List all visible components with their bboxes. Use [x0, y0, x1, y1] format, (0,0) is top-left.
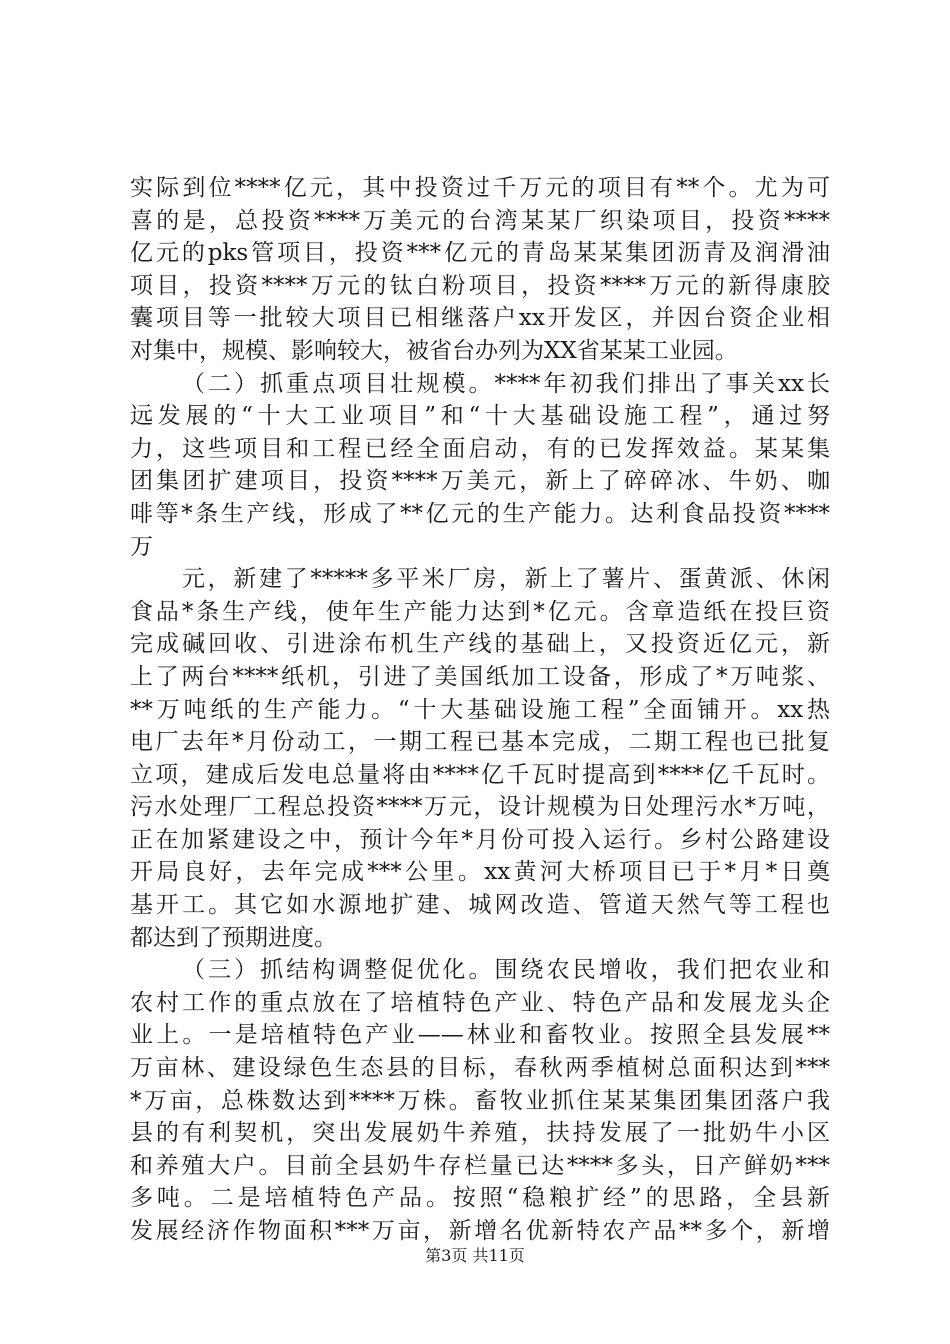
- text-line: 基开工。其它如水源地扩建、城网改造、管道天然气等工程也: [130, 892, 830, 919]
- text-line: 立项，建成后发电总量将由****亿千瓦时提高到****亿千瓦时。: [130, 761, 830, 788]
- text-line: 对集中，规模、影响较大，被省台办列为XX省某某工业园。: [130, 337, 738, 364]
- text-line: 团集团扩建项目，投资****万美元，新上了碎碎冰、牛奶、咖: [130, 468, 830, 495]
- text-line: 囊项目等一批较大项目已相继落户xx开发区，并因台资企业相: [130, 305, 830, 332]
- text-line: 项目，投资****万元的钛白粉项目，投资****万元的新得康胶: [130, 272, 830, 299]
- text-line: 正在加紧建设之中，预计今年*月份可投入运行。乡村公路建设: [130, 826, 830, 853]
- text-line: *万亩，总株数达到****万株。畜牧业抓住某某集团集团落户我: [130, 1087, 830, 1114]
- text-line: 农村工作的重点放在了培植特色产业、特色产品和发展龙头企: [130, 989, 830, 1016]
- text-line: 污水处理厂工程总投资****万元，设计规模为日处理污水*万吨，: [130, 794, 830, 821]
- document-body: [130, 172, 830, 1248]
- text-line: 远发展的“十大工业项目”和“十大基础设施工程”，通过努: [130, 403, 830, 430]
- page-number-footer: 第3页 共11页: [425, 1246, 525, 1265]
- text-line: 和养殖大户。目前全县奶牛存栏量已达****多头，日产鲜奶***: [130, 1152, 830, 1179]
- text-line: 上了两台****纸机，引进了美国纸加工设备，形成了*万吨浆、: [130, 663, 830, 690]
- text-line: 食品*条生产线，使年生产能力达到*亿元。含章造纸在投巨资: [130, 598, 830, 625]
- text-line: 亿元的pks管项目，投资***亿元的青岛某某集团沥青及润滑油: [130, 240, 830, 267]
- text-line: 都达到了预期进度。: [130, 924, 337, 951]
- paragraph-start-line: （三）抓结构调整促优化。围绕农民增收，我们把农业和: [182, 957, 830, 984]
- paragraph-start-line: 元，新建了*****多平米厂房，新上了薯片、蛋黄派、休闲: [182, 566, 830, 593]
- text-line: **万吨纸的生产能力。“十大基础设施工程”全面铺开。xx热: [130, 696, 830, 723]
- paragraph-start-line: （二）抓重点项目壮规模。****年初我们排出了事关xx长: [182, 370, 830, 397]
- text-line: 业上。一是培植特色产业——林业和畜牧业。按照全县发展**: [130, 1022, 830, 1049]
- text-line: 实际到位****亿元，其中投资过千万元的项目有**个。尤为可: [130, 175, 830, 201]
- text-line: 县的有利契机，突出发展奶牛养殖，扶持发展了一批奶牛小区: [130, 1120, 830, 1147]
- text-line: 万: [130, 533, 153, 560]
- text-line: 电厂去年*月份动工，一期工程已基本完成，二期工程也已批复: [130, 729, 830, 756]
- text-line: 多吨。二是培植特色产品。按照“稳粮扩经”的思路，全县新: [130, 1185, 830, 1212]
- text-line: 发展经济作物面积***万亩，新增名优新特农产品**多个，新增: [130, 1218, 830, 1244]
- text-line: 万亩林、建设绿色生态县的目标，春秋两季植树总面积达到***: [130, 1055, 830, 1082]
- text-line: 完成碱回收、引进涂布机生产线的基础上，又投资近亿元，新: [130, 631, 830, 658]
- text-line: 喜的是，总投资****万美元的台湾某某厂织染项目，投资****: [130, 207, 830, 234]
- text-line: 力，这些项目和工程已经全面启动，有的已发挥效益。某某集: [130, 435, 830, 462]
- text-line: 啡等*条生产线，形成了**亿元的生产能力。达利食品投资****: [130, 500, 830, 527]
- text-line: 开局良好，去年完成***公里。xx黄河大桥项目已于*月*日奠: [130, 859, 830, 886]
